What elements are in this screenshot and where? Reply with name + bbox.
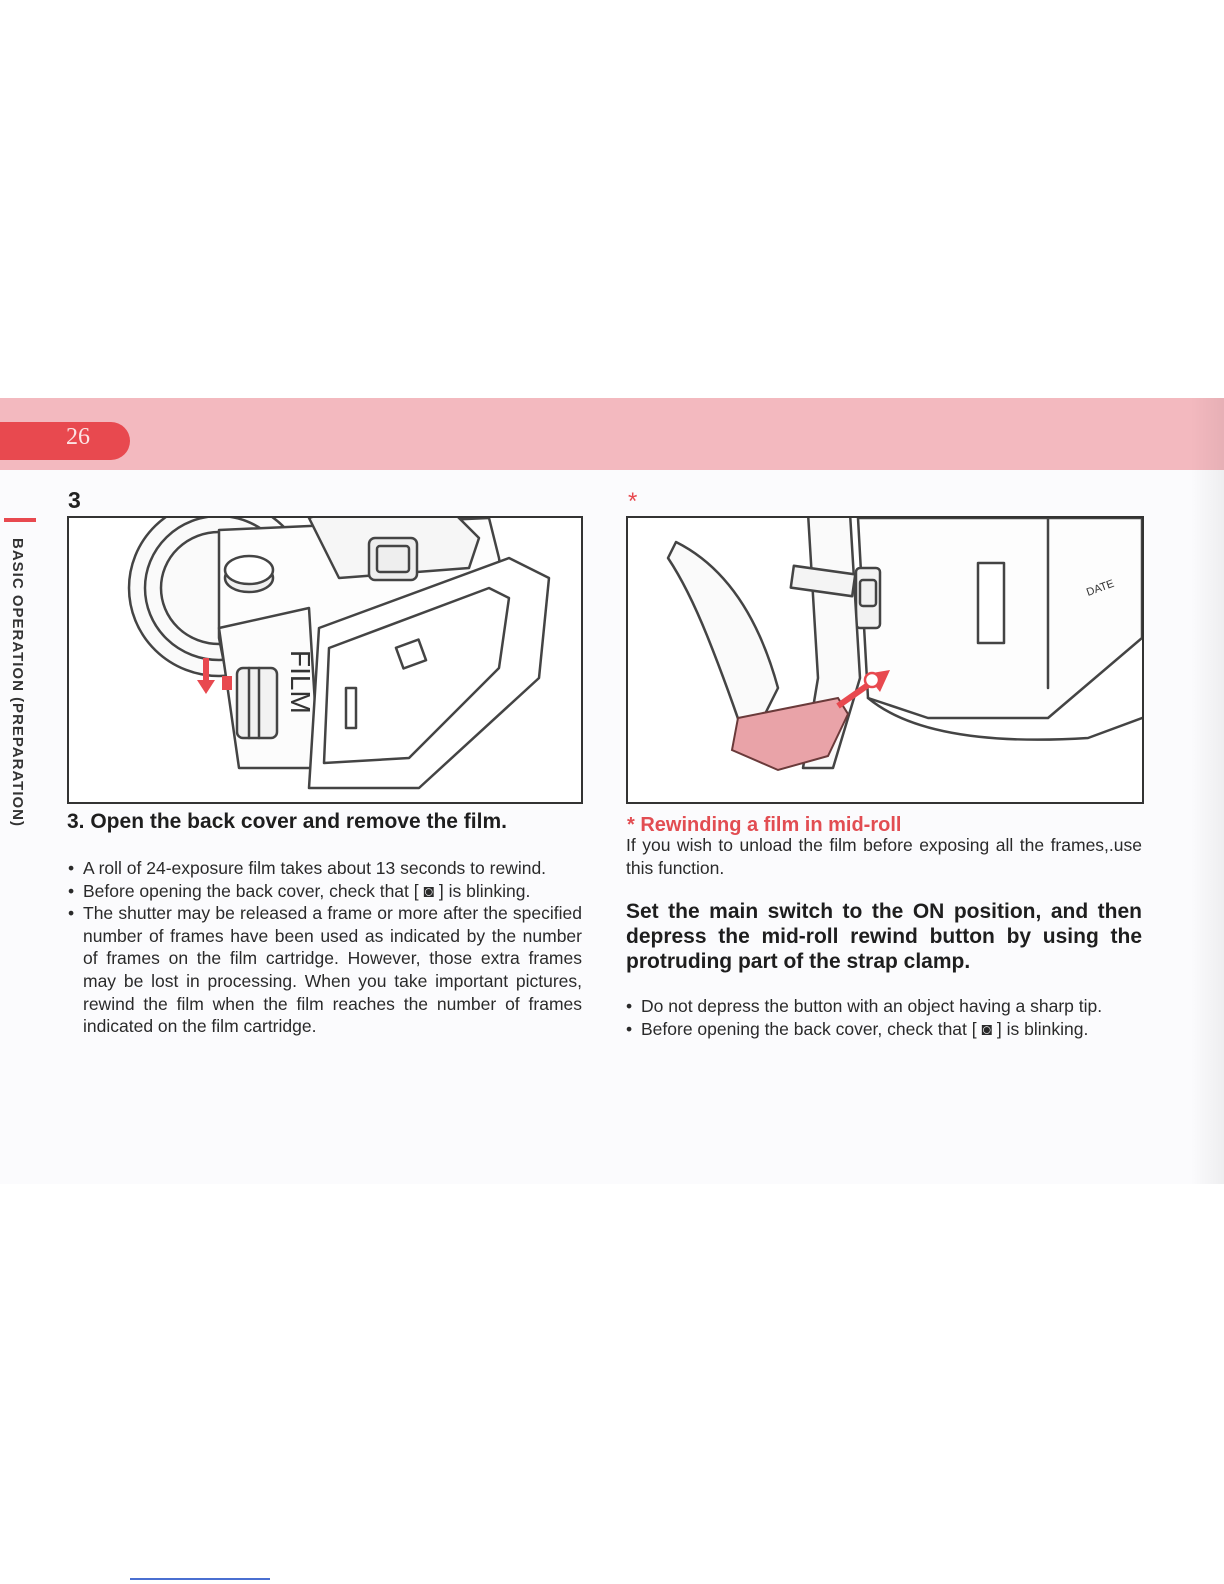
page-number: 26 [66, 424, 90, 450]
down-arrow-icon [197, 680, 215, 694]
step-notes-list [68, 857, 582, 1038]
rewind-button-highlight [222, 676, 232, 690]
camera-back-open-drawing [69, 518, 581, 802]
page-number-tab [0, 422, 130, 460]
asterisk-marker: * [628, 488, 638, 515]
strap-clamp-illustration [626, 516, 1144, 804]
header-band [0, 398, 1224, 470]
step-number: 3 [68, 487, 81, 513]
mid-roll-rewind-button [865, 673, 879, 687]
section-marker [4, 518, 36, 522]
step-heading: 3. Open the back cover and remove the film. [67, 810, 507, 833]
section-subheading: * Rewinding a film in mid-roll [627, 814, 902, 836]
strap-clamp-drawing [628, 518, 1142, 802]
list-item: • The shutter may be released a frame or more after the specified number of frames have been used as indicated by the number of frames on the film cartridge. However, those extra frames may be lost in processing. When you take important pictures, rewind the film when the film reaches the number of frames indicated on the film cartridge. [68, 902, 582, 1038]
list-item: • Do not depress the button with an object having a sharp tip. [626, 995, 1142, 1018]
bottom-link-line [130, 1578, 270, 1580]
instruction-text: Set the main switch to the ON position, and then depress the mid-roll rewind button by using the protruding part of the strap clamp. [626, 900, 1142, 973]
list-item: • Before opening the back cover, check that [ ◙ ] is blinking. [626, 1018, 1142, 1041]
list-item: • Before opening the back cover, check that [ ◙ ] is blinking. [68, 880, 582, 903]
list-item: • A roll of 24-exposure film takes about 13 seconds to rewind. [68, 857, 582, 880]
camera-back-open-illustration [67, 516, 583, 804]
caution-notes-list [626, 995, 1142, 1040]
film-label: FILM [285, 650, 316, 714]
section-side-label: BASIC OPERATION (PREPARATION) [9, 538, 26, 828]
date-label: DATE [1084, 577, 1116, 599]
section-intro: If you wish to unload the film before exposing all the frames,.use this function. [626, 835, 1142, 878]
page-fold-shadow [1190, 398, 1224, 1184]
